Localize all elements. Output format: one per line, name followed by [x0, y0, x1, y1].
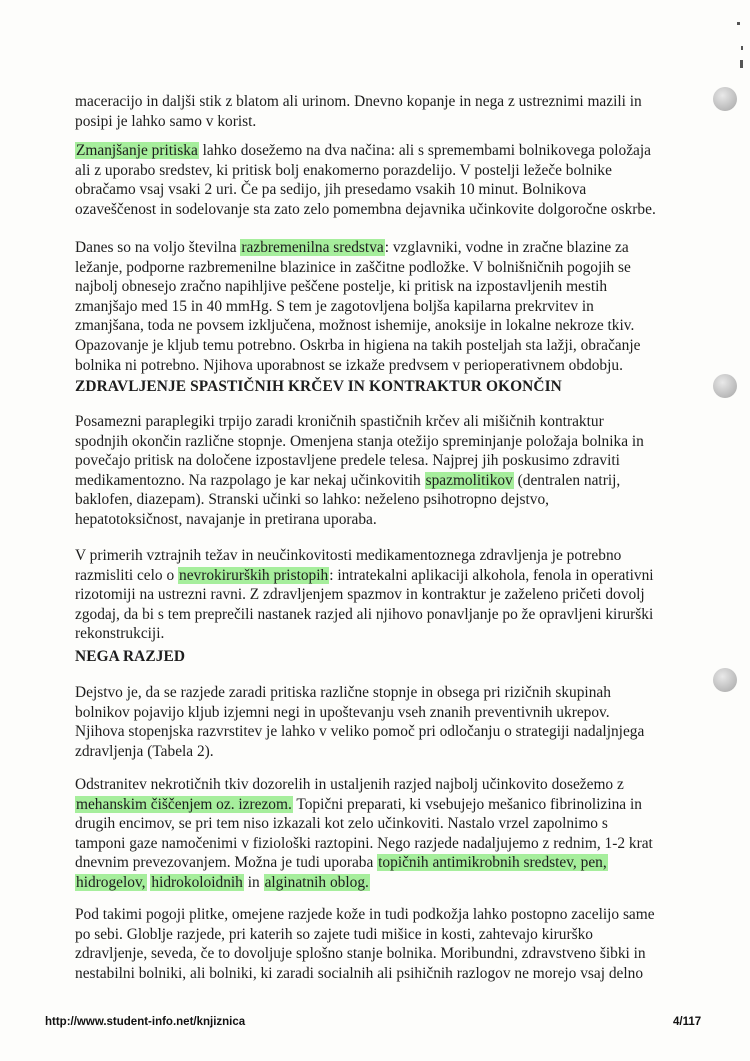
- text-line: [75, 905, 675, 925]
- text-line: [75, 471, 675, 491]
- text-segment: Dejstvo je, da se razjede zaradi pritiska različne stopnje in obsega pri rizičnih skupinah: [75, 684, 611, 701]
- text-line: [75, 683, 675, 703]
- scan-speck: [737, 22, 740, 25]
- text-segment: in: [243, 873, 264, 891]
- text-line: [75, 605, 675, 625]
- text-segment: ozaveščenost in sodelovanje sta zato zelo pomembna dejavnika učinkovite dolgoročne oskrbe.: [75, 200, 656, 218]
- text-line: [75, 336, 675, 356]
- text-segment: povečajo pritisk na določene izpostavljene predele telesa. Najprej jih poskusimo zdraviti: [75, 452, 620, 470]
- punch-hole: [713, 87, 737, 111]
- text-segment: dnevnim prevezovanjem. Možna je tudi uporaba: [75, 854, 378, 872]
- highlighted-text: spazmolitikov: [425, 471, 513, 489]
- text-segment: bolnikov pojavijo kljub izjemni negi in upoštevanju vseh znanih preventivnih ukrepov.: [75, 703, 610, 721]
- highlighted-text: alginatnih oblog.: [264, 873, 369, 891]
- text-line: [75, 925, 675, 945]
- text-segment: hepatotoksičnost, navajanje in pretirana uporaba.: [75, 510, 377, 528]
- highlighted-text: hidrogelov,: [76, 873, 146, 891]
- text-segment: zmanjšajo med 15 in 40 mmHg. S tem je zagotovljena boljša kapilarna prekrvitev in: [75, 297, 594, 315]
- section-heading-text: ZDRAVLJENJE SPASTIČNIH KRČEV IN KONTRAKTUR OKONČIN: [75, 378, 562, 395]
- section-heading: [75, 647, 675, 667]
- text-line: [75, 451, 675, 471]
- highlighted-text: mehanskim čiščenjem oz. izrezom.: [76, 795, 292, 813]
- text-line: [75, 944, 675, 964]
- text-line: [75, 141, 675, 161]
- text-segment: najbolj obnesejo zračno napihljive peščene postelje, ki pritisk na izpostavljenih mestih: [75, 278, 608, 296]
- text-segment: Danes so na voljo številna: [75, 239, 241, 256]
- text-segment: zgodaj, da bi s tem preprečili nastanek razjed ali njihovo ponavljanje po že opravljeni kirurški: [75, 605, 654, 623]
- scan-speck: [740, 60, 743, 68]
- page-number: 4/117: [673, 1016, 702, 1028]
- paragraph: [75, 775, 675, 893]
- section-heading: [75, 377, 675, 397]
- text-line: [75, 703, 675, 723]
- paragraph: [75, 92, 675, 131]
- text-line: [75, 964, 675, 984]
- text-segment: rekonstrukciji.: [75, 625, 165, 643]
- paragraph: [75, 546, 675, 644]
- text-segment: V primerih vztrajnih težav in neučinkovitosti medikamentoznega zdravljenja je potrebno: [75, 547, 622, 564]
- text-segment: obračamo vsaj vsaki 2 uri. Če pa sedijo, jih presedamo vsakih 10 minut. Bolnikova: [75, 181, 587, 199]
- text-line: [75, 277, 675, 297]
- text-line: [75, 412, 675, 432]
- text-line: [75, 834, 675, 854]
- text-segment: Posamezni paraplegiki trpijo zaradi kroničnih spastičnih krčev ali mišičnih kontraktur: [75, 413, 604, 430]
- text-line: [75, 180, 675, 200]
- text-segment: Njihova stopenjska razvrstitev je lahko v veliko pomoč pri odločanju o strategiji nadaljnjega: [75, 723, 645, 741]
- text-line: [75, 814, 675, 834]
- text-line: [75, 161, 675, 181]
- text-line: [75, 853, 675, 873]
- highlighted-text: hidrokoloidnih: [151, 873, 243, 891]
- text-segment: Odstranitev nekrotičnih tkiv dozorelih in ustaljenih razjed najbolj učinkovito dosežemo z: [75, 776, 624, 793]
- footer-url[interactable]: http://www.student-info.net/knjiznica: [45, 1016, 246, 1028]
- text-line: [75, 112, 675, 132]
- paragraph: [75, 905, 675, 983]
- text-segment: Topični preparati, ki vsebujejo mešanico fibrinolizina in: [292, 795, 642, 813]
- paragraph: [75, 141, 675, 219]
- text-line: [75, 795, 675, 815]
- highlighted-text: topičnih antimikrobnih sredstev, pen,: [378, 854, 607, 872]
- paragraph: [75, 412, 675, 530]
- scan-speck: [741, 46, 743, 50]
- text-line: [75, 316, 675, 336]
- text-line: [75, 200, 675, 220]
- text-line: [75, 238, 675, 258]
- text-segment: nestabilni bolniki, ali bolniki, ki zaradi socialnih ali psihičnih razlogov ne morejo vsaj delno: [75, 964, 644, 982]
- text-segment: : intratekalni aplikaciji alkohola, fenola in operativni: [329, 566, 654, 584]
- text-line: [75, 92, 675, 112]
- text-segment: po sebi. Globlje razjede, pri katerih so zajete tudi mišice in kosti, zahtevajo kirurško: [75, 925, 593, 943]
- punch-hole: [713, 668, 737, 692]
- text-segment: baklofen, diazepam). Stranski učinki so lahko: neželeno psihotropno dejstvo,: [75, 491, 550, 509]
- text-line: [75, 432, 675, 452]
- text-segment: lahko dosežemo na dva načina: ali s spremembami bolnikovega položaja: [198, 142, 651, 159]
- text-line: [75, 775, 675, 795]
- text-line: [75, 297, 675, 317]
- text-line: [75, 742, 675, 762]
- highlighted-text: nevrokirurških pristopih: [179, 566, 329, 584]
- text-segment: spodnjih okončin različne stopnje. Omenjena stanja otežijo spreminjanje položaja bolnika in: [75, 432, 644, 450]
- text-line: [75, 566, 675, 586]
- text-segment: rizotomiji na ustrezni ravni. Z zdravljenjem spazmov in kontraktur je zaželeno pričeti dovolj: [75, 586, 645, 604]
- text-segment: Pod takimi pogoji plitke, omejene razjede kože in tudi podkožja lahko postopno zacelijo same: [75, 906, 655, 923]
- text-segment: Opazovanje je kljub temu potrebno. Oskrba in higiena na takih posteljah sta lažji, obračanje: [75, 336, 641, 354]
- text-segment: tamponi gaze namočenimi v fiziološki raztopini. Nego razjede nadaljujemo z rednim, 1-2 krat: [75, 834, 653, 852]
- text-segment: medikamentozno. Na razpolago je kar nekaj učinkovitih: [75, 471, 425, 489]
- text-segment: posipi je lahko samo v korist.: [75, 112, 257, 130]
- text-segment: bolnika ni potrebno. Njihova uporabnost se izkaže predvsem v perioperativnem obdobju.: [75, 356, 623, 374]
- text-line: [75, 258, 675, 278]
- highlighted-text: razbremenilna sredstva: [241, 239, 384, 256]
- text-segment: maceracijo in daljši stik z blatom ali urinom. Dnevno kopanje in nega z ustreznimi mazili in: [75, 93, 642, 110]
- text-segment: (dentralen natrij,: [513, 471, 621, 489]
- section-heading-text: NEGA RAZJED: [75, 648, 186, 665]
- highlighted-text: Zmanjšanje pritiska: [76, 142, 198, 159]
- text-segment: ležanje, podporne razbremenilne blazinice in zaščitne podložke. V bolnišničnih pogojih se: [75, 258, 631, 276]
- text-line: [75, 585, 675, 605]
- text-line: [75, 490, 675, 510]
- text-line: [75, 510, 675, 530]
- text-segment: ali z uporabo sredstev, ki pritisk bolj enakomerno porazdelijo. V postelji ležeče bolnike: [75, 161, 612, 179]
- text-segment: drugih encimov, se pri tem niso izkazali kot zelo učinkoviti. Nastalo vrzel zapolnimo s: [75, 815, 608, 833]
- text-line: [75, 624, 675, 644]
- text-line: [75, 873, 675, 893]
- paragraph: [75, 683, 675, 761]
- text-segment: : vzglavniki, vodne in zračne blazine za: [384, 239, 629, 256]
- text-segment: razmisliti celo o: [75, 566, 179, 584]
- text-segment: zmanjšana, toda ne povsem izključena, možnost ishemije, anoksije in lokalne nekroze tkiv.: [75, 317, 635, 335]
- text-segment: zdravljenje, seveda, če to dovoljuje splošno stanje bolnika. Moribundni, zdravstveno šibki in: [75, 945, 646, 963]
- punch-hole: [713, 374, 737, 398]
- paragraph: [75, 238, 675, 375]
- text-segment: zdravljenja (Tabela 2).: [75, 742, 214, 760]
- text-line: [75, 722, 675, 742]
- text-line: [75, 546, 675, 566]
- text-line: [75, 356, 675, 376]
